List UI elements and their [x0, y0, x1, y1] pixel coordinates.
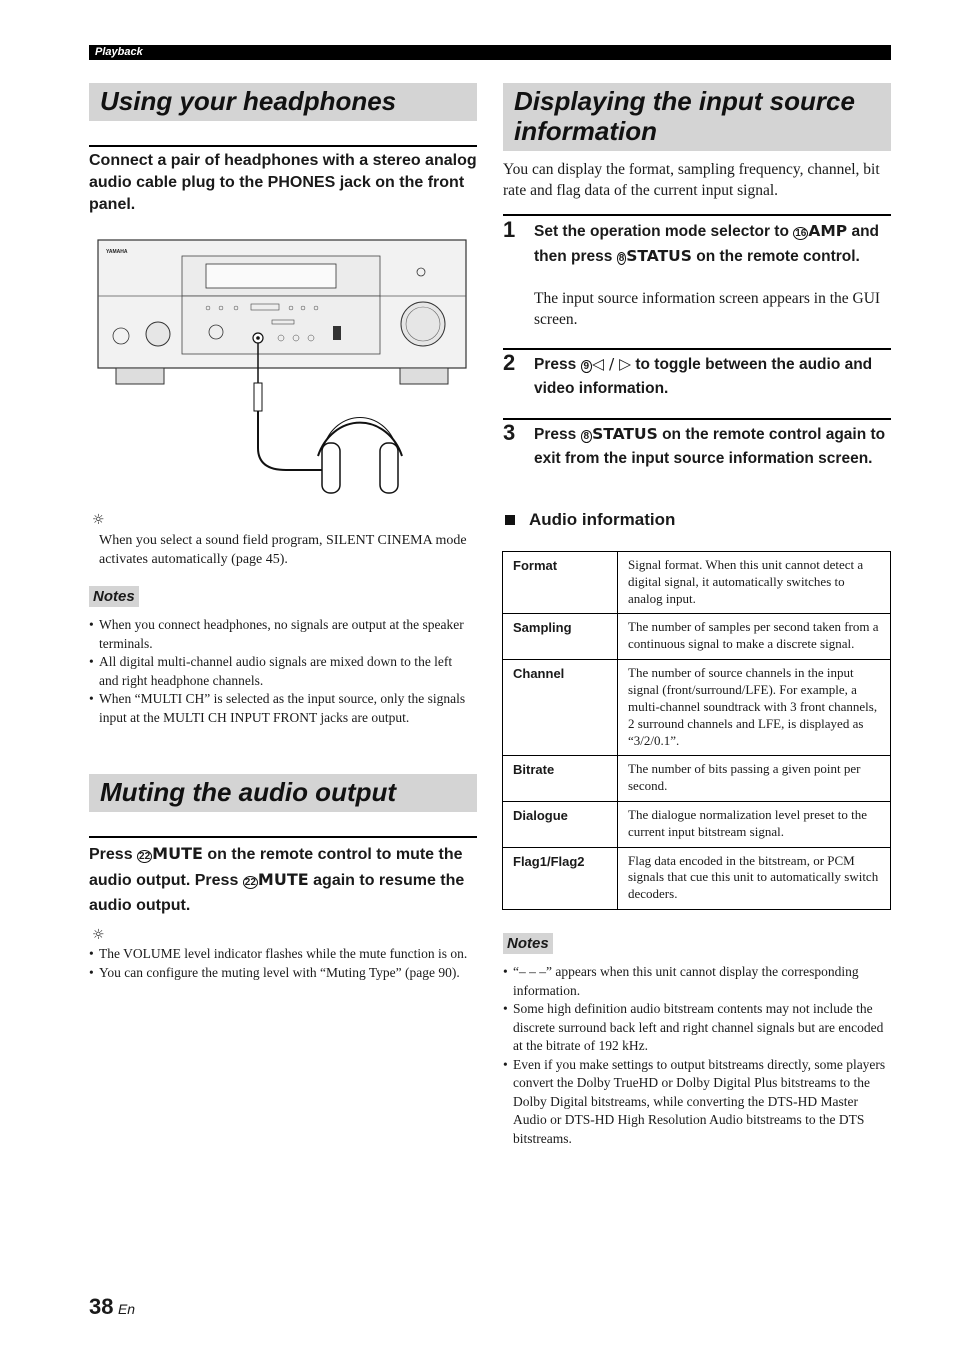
- list-item: • All digital multi-channel audio signals are mixed down to the left and right headphone channels.: [89, 653, 475, 690]
- muting-tips: [89, 945, 475, 982]
- step-2-text: Press 9 ◁ / ▷ to toggle between the audio and video information.: [534, 355, 873, 397]
- list-item: • Even if you make settings to output bitstreams directly, some players convert the Dolby TrueHD or Dolby Digital Plus bitstreams to the Dolby Digital bitstreams, while converting the DTS-HD Master Audio or DTS-HD High Resolution Audio bitstreams to the DTS bitstreams.: [503, 1056, 891, 1149]
- list-item: • “– – –” appears when this unit cannot display the corresponding information.: [503, 963, 891, 1000]
- headphone-left-cup: [322, 443, 340, 493]
- audio-info-heading: Audio information: [505, 510, 675, 530]
- muting-lead: [89, 842, 477, 917]
- notes-label: Notes: [503, 933, 553, 954]
- section-label: Playback: [95, 46, 143, 58]
- list-item: • You can configure the muting level with “Muting Type” (page 90).: [89, 964, 475, 983]
- key-number: 8: [581, 430, 593, 443]
- key-number: 16: [795, 228, 807, 239]
- input-knob: [146, 322, 170, 346]
- input-info-title-box: [503, 83, 891, 151]
- mute-key-name: MUTE: [152, 844, 203, 863]
- table-row: Channel The number of source channels in the input signal (front/surround/LFE). For example, a multi-channel soundtrack with 3 front channels, 2 surround channels and LFE, is displayed as “3/2/0.1”.: [503, 660, 891, 756]
- list-item: • Some high definition audio bitstream contents may not include the discrete surround back left and right channel signals but are encoded at the bitrate of 192 kHz.: [503, 1000, 891, 1056]
- headphones-title-box: [89, 83, 477, 121]
- input-info-intro: You can display the format, sampling frequency, channel, bit rate and flag data of the current input signal.: [503, 161, 880, 199]
- headphones-tip: When you select a sound field program, SILENT CINEMA mode activates automatically (page 45).: [99, 533, 467, 567]
- table-row: Bitrate The number of bits passing a given point per second.: [503, 756, 891, 802]
- list-item: • The VOLUME level indicator flashes while the mute function is on.: [89, 945, 475, 964]
- divider: [89, 145, 477, 147]
- receiver-headphones-illustration: [96, 238, 470, 500]
- divider: [89, 836, 477, 838]
- headphones-lead: Connect a pair of headphones with a stereo analog audio cable plug to the PHONES jack on the front panel.: [89, 152, 477, 213]
- table-row: Sampling The number of samples per second taken from a continuous signal to make a discrete signal.: [503, 614, 891, 660]
- table-row: Dialogue The dialogue normalization level preset to the current input bitstream signal.: [503, 801, 891, 847]
- brand-logo: YAMAHA: [106, 249, 128, 255]
- divider: [503, 418, 891, 420]
- headphone-plug: [254, 383, 262, 411]
- table-row: Flag1/Flag2 Flag data encoded in the bitstream, or PCM signals that cue this unit to automatically switch decoders.: [503, 847, 891, 909]
- headphones-title: Using your headphones: [100, 86, 397, 116]
- section-header-bar: [89, 45, 891, 60]
- square-bullet-icon: [505, 515, 515, 525]
- muting-title: Muting the audio output: [100, 777, 397, 807]
- step-3-text: Press 8 STATUS on the remote control again to exit from the input source information screen.: [534, 425, 886, 467]
- key-number: 8: [618, 253, 625, 264]
- muting-title-box: [89, 774, 477, 812]
- volume-knob: [401, 302, 445, 346]
- table-row: Format Signal format. When this unit cannot detect a digital signal, it automatically switches to analog input.: [503, 552, 891, 614]
- foot-left: [116, 368, 164, 384]
- step-1-result: The input source information screen appears in the GUI screen.: [534, 290, 881, 328]
- step-1-text: Set the operation mode selector to 16 AMP and then press 8 STATUS on the remote control.: [534, 222, 880, 265]
- mute-key-number: 22: [139, 851, 151, 862]
- display-window: [206, 264, 336, 288]
- headphones-notes: [89, 616, 475, 727]
- input-info-title-line2: information: [514, 116, 657, 146]
- mute-key-name: MUTE: [257, 870, 309, 889]
- notes-label: Notes: [89, 586, 139, 607]
- arrow-icons: ◁ / ▷: [592, 355, 632, 373]
- headphone-right-cup: [380, 443, 398, 493]
- muting-lead-press: Press: [89, 846, 133, 863]
- front-door-panel: [182, 296, 380, 354]
- input-info-notes: [503, 963, 891, 1148]
- step-number: 3: [503, 420, 516, 445]
- input-info-title-line1: Displaying the input source: [514, 86, 855, 116]
- divider: [503, 214, 891, 216]
- list-item: • When you connect headphones, no signals are output at the speaker terminals.: [89, 616, 475, 653]
- muting-lead-mid: on the remote control to mute the audio output. Press: [89, 846, 463, 889]
- foot-right: [400, 368, 448, 384]
- tip-icon: ☼: [92, 512, 105, 528]
- page-number: 38 En: [89, 1294, 136, 1319]
- step-number: 1: [503, 217, 516, 242]
- muting-lead-end: again to resume the audio output.: [89, 872, 465, 914]
- tip-icon: ☼: [92, 927, 105, 943]
- mute-key-number: 22: [244, 877, 256, 888]
- list-item: • When “MULTI CH” is selected as the input source, only the signals input at the MULTI CH INPUT FRONT jacks are output.: [89, 690, 475, 727]
- divider: [503, 348, 891, 350]
- audio-info-table: [502, 551, 891, 910]
- key-number: 9: [581, 360, 593, 373]
- step-number: 2: [503, 350, 516, 375]
